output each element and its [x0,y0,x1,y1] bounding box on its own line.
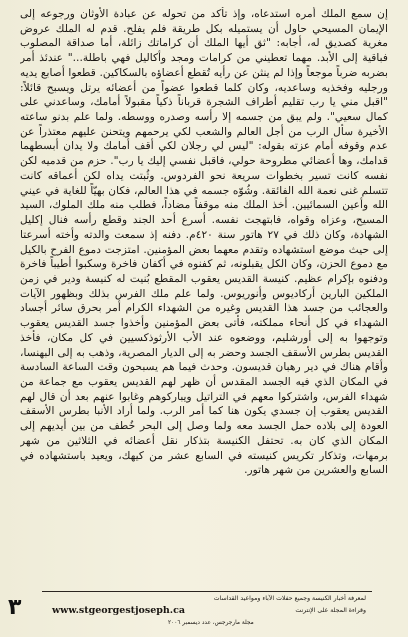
footer-info-box [42,592,372,628]
article-body [20,7,388,588]
footer-line-website [48,604,366,618]
magazine-issue-caption: مجلة مارجرجس، عدد ديسمبر ٢٠٠٦ [168,620,254,626]
footer-line-news: لمعرفة أخبار الكنيسة وجميع حفلات الآباء ومواعيد القداسات [213,595,366,602]
article-paragraph: إن سمع الملك أمره استدعاه، وإذ تأكد من تحوله عن عبادة الأوثان ورجوعه إلى الإيمان المسيحي حاول أن يستميله بكل طريقة فلم يفلح. قدم له الملك عروض مغرية كصديق له، أجابه: "ثق أيها الملك أن كراماتك زائلة، أما صداقة المصلوب فباقية إلى الأبد. مهما تعطيني من كرامات ومجد وأكاليل فهي باطلة..." عندئذ أمر بضربه ضرباً موجعاً وإذا لم ينثن عن رأيه تُقطع أعضاؤه بالسكاكين. قطعوا أصابع يديه ورجليه وفخذيه وساعديه، وكان كلما قطعوا عضواً من أعضائه يرتل ويسبح قائلاً: "اقبل مني يا رب تقليم أطراف الشجرة قرباناً ذكياً مقبولاً أمامك، وساعدني على كمال سعيي". ولم يبق من جسمه إلا رأسه وصدره ووسطه. ولما علم بدنو ساعته الأخيرة سأل الرب من أجل العالم والشعب لكي يرحمهم ويتحنن عليهم معتذراً عن عدم وقوفه أمام عزته بقوله: "ليس لي رجلان لكي أقف أمامك ولا يدان أبسطهما قدامك، وها أعضائي مطروحة حولي، فاقبل نفسي إليك يا رب". حزم من قدميه لكن نفسه كانت تسير بخطوات سريعة نحو الفردوس. وثُبتت يداه لكن أعماقه كانت تتسلم غنى نعمة الله الفائقة. وشُوّه جسمه في هذا العالم، فكان بهيّاً للغاية في عيني الله وأعين السمائيين. أخذ الملك منه موقفاً مضاداً، فطلب منه ملك الملوك، السيد المسيح، وعزاه وقواه، فابتهجت نفسه. أسرع أحد الجند وقطع رأسه فنال إكليل الشهادة، وكان ذلك في ٢٧ هاتور سنة ٤٢٠م. دفنه إذ سمعت والدته وأخته أسرعتا إلى حيث موضع استشهاده وتقدم معهما بعض المؤمنين. امتزجت دموع الفرح بالكيل مع دموع الحزن، وكان الكل يقبلونه، ثم كفنوه في أكفان فاخرة وسكبوا أطيباً فاخرة ودفنوه بإكرام عظيم. كنيسة القديس يعقوب المقطع بُنيت له كنيسة ودير في زمن الملكين البارين أركاديوس وأنوريوس. ولما علم ملك الفرس بذلك وبظهور الآيات والعجائب من جسد هذا القديس وغيره من الشهداء الكرام أمر بحرق سائر أجساد الشهداء في كل أنحاء مملكته، فأتى بعض المؤمنين وأخذوا جسد القديس يعقوب وتوجهوا به إلى أورشليم، ووضعوه عند الأب الأرثوذكسيين في كل مكان، فأخذ القديس بطرس الأسقف الجسد وحضر به إلى الديار المصرية، وذهب به إلى البهنسا، وأقام هناك في دير رهبان قديسون. وحدث فيما هم يسبحون وقت الساعة السادسة في المكان الذي فيه الجسد المقدس أن ظهر لهم القديس يعقوب مع جماعة من شهداء الفرس، واشتركوا معهم في التراتيل ويباركوهم وغابوا عنهم بعد أن قال لهم القديس يعقوب إن جسدي يكون هنا كما أمر الرب. ولما أراد الأنبا بطرس الأسقف العودة إلى بلاده حمل الجسد معه ولما وصل إلى البحر خُطف من بين أيديهم إلى المكان الذي كان به. تحتفل الكنيسة بتذكار نقل أعضائه في الثلاثين من شهر برمهات، وتذكار تكريس كنيسته في السابع عشر من كيهك، ويعيد باستشهاده في السابع والعشرين من شهر هاتور. [20,7,388,477]
website-link[interactable]: www.stgeorgestjoseph.ca [52,605,186,616]
page-number: ٣ [8,595,22,620]
footer-website-label: وقراءة المجلة على الإنترنت [295,607,366,614]
